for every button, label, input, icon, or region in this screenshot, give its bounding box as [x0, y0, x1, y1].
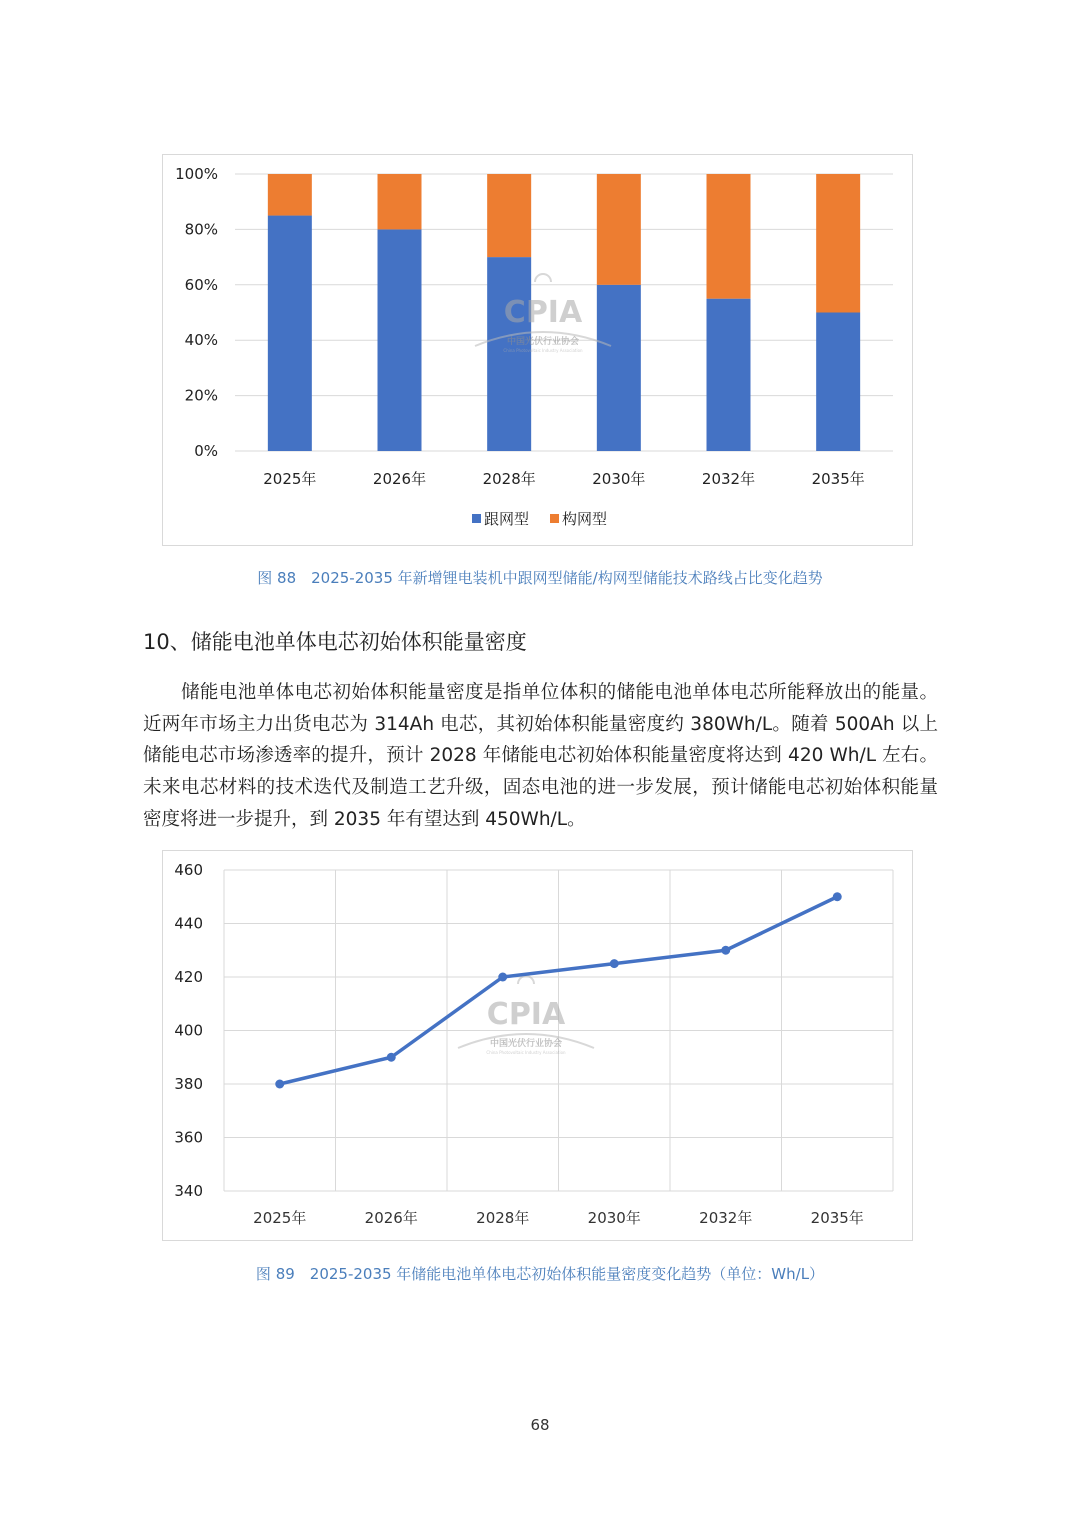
x-tick-label: 2030年	[587, 1209, 641, 1227]
bar-segment	[816, 313, 860, 452]
bar-segment	[378, 174, 422, 229]
line-chart-frame	[162, 850, 913, 1241]
bar-segment	[268, 216, 312, 451]
legend-label: 构网型	[562, 510, 608, 528]
bar-segment	[707, 174, 751, 299]
y-tick-label: 360	[174, 1128, 203, 1147]
y-tick-label: 20%	[184, 386, 218, 405]
data-point	[498, 973, 507, 982]
bar-segment	[597, 285, 641, 451]
bar-segment	[378, 229, 422, 451]
y-tick-label: 100%	[175, 165, 218, 183]
x-tick-label: 2025年	[263, 470, 317, 488]
x-tick-label: 2026年	[364, 1209, 418, 1227]
y-tick-label: 340	[174, 1182, 203, 1200]
data-point	[275, 1080, 284, 1089]
stacked-bar-chart	[163, 155, 914, 547]
line-chart	[163, 851, 914, 1242]
y-tick-label: 400	[174, 1021, 203, 1040]
figure-89-caption: 图 89 2025-2035 年储能电池单体电芯初始体积能量密度变化趋势（单位：Wh/L）	[255, 1265, 825, 1283]
bar-segment	[487, 257, 531, 451]
x-tick-label: 2032年	[699, 1209, 753, 1227]
y-tick-label: 460	[174, 861, 203, 879]
bar-segment	[597, 174, 641, 285]
x-tick-label: 2028年	[482, 470, 536, 488]
data-point	[721, 946, 730, 955]
section-heading: 10、储能电池单体电芯初始体积能量密度	[143, 630, 527, 654]
watermark-org-name-en: China Photovoltaic Industry Association	[486, 1050, 566, 1055]
stacked-bar-chart-frame	[162, 154, 913, 546]
bar-segment	[707, 299, 751, 451]
y-tick-label: 0%	[194, 442, 218, 460]
bar-segment	[487, 174, 531, 257]
data-point	[833, 892, 842, 901]
watermark-logo-text: CPIA	[486, 997, 566, 1032]
y-tick-label: 60%	[184, 275, 218, 294]
page-number: 68	[530, 1416, 550, 1434]
y-tick-label: 380	[174, 1075, 203, 1093]
sun-icon	[535, 274, 551, 282]
y-tick-label: 420	[174, 968, 203, 986]
bar-segment	[268, 174, 312, 216]
watermark-org-name: 中国光伏行业协会	[489, 1039, 563, 1049]
figure-88-caption: 图 88 2025-2035 年新增锂电装机中跟网型储能/构网型储能技术路线占比变化趋势	[257, 569, 823, 587]
x-tick-label: 2030年	[592, 470, 646, 488]
watermark-logo-text: CPIA	[503, 295, 583, 330]
y-tick-label: 440	[174, 914, 203, 933]
watermark-org-name-en: China Photovoltaic Industry Association	[503, 348, 583, 353]
legend-label: 跟网型	[484, 510, 530, 528]
data-point	[387, 1053, 396, 1062]
legend-swatch	[550, 514, 559, 523]
x-tick-label: 2032年	[701, 470, 756, 488]
y-tick-label: 40%	[184, 331, 218, 350]
watermark-org-name: 中国光伏行业协会	[506, 337, 580, 347]
x-tick-label: 2028年	[476, 1209, 530, 1227]
body-paragraph: 储能电池单体电芯初始体积能量密度是指单位体积的储能电池单体电芯所能释放出的能量。近两年市场主力出货电芯为 314Ah 电芯，其初始体积能量密度约 380Wh/L。随着 500Ah 以上储能电芯市场渗透率的提升，预计 2028 年储能电芯初始体积能量密度将达到 420 Wh/L 左右。未来电芯材料的技术迭代及制造工艺升级，固态电池的进一步发展，预计储能电芯初始体积能量密度将进一步提升，到 2035 年有望达到 450Wh/L。	[143, 682, 938, 830]
cpia-watermark-logo	[458, 976, 594, 1055]
x-tick-label: 2035年	[810, 1209, 864, 1227]
y-tick-label: 80%	[184, 220, 218, 239]
legend-swatch	[472, 514, 481, 523]
x-tick-label: 2026年	[372, 470, 427, 488]
bar-segment	[816, 174, 860, 313]
data-point	[610, 959, 619, 968]
x-tick-label: 2025年	[253, 1209, 307, 1227]
x-tick-label: 2035年	[811, 470, 865, 488]
